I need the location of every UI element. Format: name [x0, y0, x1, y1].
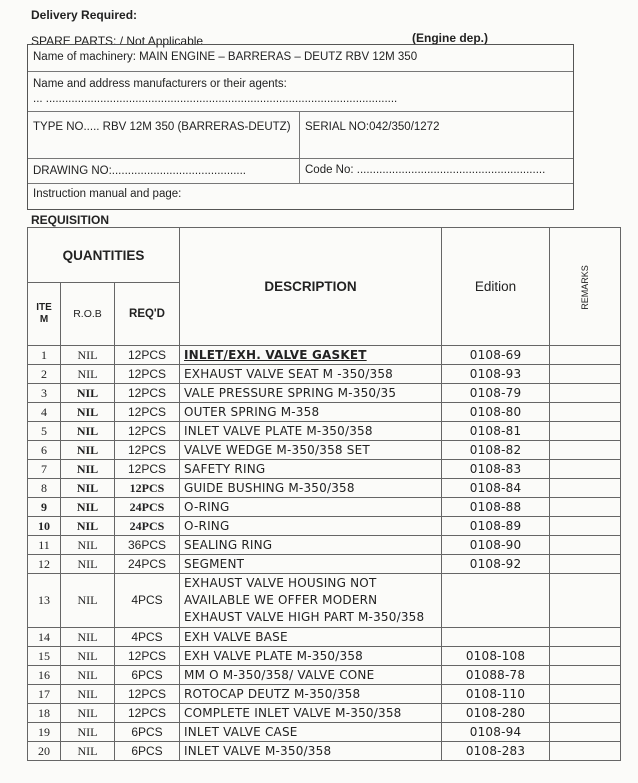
description-header: DESCRIPTION	[180, 228, 442, 346]
row-item: 2	[28, 365, 61, 384]
table-row	[28, 422, 621, 441]
row-item: 17	[28, 685, 61, 704]
row-rob: NIL	[61, 574, 115, 628]
table-header-row	[28, 228, 621, 283]
machinery-name: Name of machinery: MAIN ENGINE – BARRERAS – DEUTZ RBV 12M 350	[33, 51, 418, 63]
row-item: 15	[28, 647, 61, 666]
table-row	[28, 685, 621, 704]
table-row	[28, 384, 621, 403]
row-reqd: 6PCS	[115, 666, 180, 685]
row-edition: 0108-93	[442, 365, 550, 384]
row-remarks	[550, 422, 621, 441]
row-item: 1	[28, 346, 61, 365]
row-edition: 0108-83	[442, 460, 550, 479]
row-edition: 0108-110	[442, 685, 550, 704]
type-serial-row	[28, 112, 573, 159]
row-reqd: 12PCS	[115, 704, 180, 723]
row-reqd: 12PCS	[115, 685, 180, 704]
row-reqd: 12PCS	[115, 346, 180, 365]
row-description: VALE PRESSURE SPRING M-350/35	[180, 384, 442, 403]
row-reqd: 12PCS	[115, 441, 180, 460]
row-rob: NIL	[61, 365, 115, 384]
serial-no: SERIAL NO:042/350/1272	[305, 121, 440, 133]
row-item: 8	[28, 479, 61, 498]
row-description: COMPLETE INLET VALVE M-350/358	[180, 704, 442, 723]
table-row	[28, 460, 621, 479]
row-remarks	[550, 666, 621, 685]
row-rob: NIL	[61, 704, 115, 723]
row-description: EXHAUST VALVE HOUSING NOT AVAILABLE WE OFFER MODERN EXHAUST VALVE HIGH PART M-350/358	[180, 574, 442, 628]
row-reqd: 12PCS	[115, 479, 180, 498]
row-description: SAFETY RING	[180, 460, 442, 479]
row-rob: NIL	[61, 441, 115, 460]
machinery-info-box	[27, 44, 574, 210]
table-row	[28, 628, 621, 647]
row-reqd: 24PCS	[115, 555, 180, 574]
row-edition: 0108-88	[442, 498, 550, 517]
row-description: SEALING RING	[180, 536, 442, 555]
row-item: 16	[28, 666, 61, 685]
row-rob: NIL	[61, 460, 115, 479]
row-item: 20	[28, 742, 61, 761]
row-description: INLET VALVE PLATE M-350/358	[180, 422, 442, 441]
requisition-title: REQUISITION	[31, 213, 110, 227]
table-row	[28, 723, 621, 742]
table-row	[28, 441, 621, 460]
row-rob: NIL	[61, 685, 115, 704]
row-rob: NIL	[61, 742, 115, 761]
table-row	[28, 704, 621, 723]
row-remarks	[550, 536, 621, 555]
rob-header: R.O.B	[61, 283, 115, 346]
table-row	[28, 666, 621, 685]
row-remarks	[550, 365, 621, 384]
quantities-header: QUANTITIES	[28, 228, 180, 283]
row-reqd: 12PCS	[115, 460, 180, 479]
row-item: 13	[28, 574, 61, 628]
row-reqd: 24PCS	[115, 517, 180, 536]
drawing-no: DRAWING NO:..........................................	[28, 159, 300, 183]
row-item: 14	[28, 628, 61, 647]
table-row	[28, 498, 621, 517]
edition-header: Edition	[442, 228, 550, 346]
row-description: O-RING	[180, 498, 442, 517]
row-description: EXH VALVE BASE	[180, 628, 442, 647]
instruction-manual: Instruction manual and page:	[33, 188, 182, 200]
row-rob: NIL	[61, 479, 115, 498]
row-remarks	[550, 704, 621, 723]
row-item: 5	[28, 422, 61, 441]
row-remarks	[550, 498, 621, 517]
row-remarks	[550, 555, 621, 574]
table-row	[28, 647, 621, 666]
code-no: Code No: ...........................................................	[305, 164, 546, 176]
spare-parts-label: SPARE PARTS: / Not Applicable	[31, 34, 204, 48]
row-description: INLET VALVE M-350/358	[180, 742, 442, 761]
row-reqd: 24PCS	[115, 498, 180, 517]
row-edition: 0108-80	[442, 403, 550, 422]
row-remarks	[550, 441, 621, 460]
row-rob: NIL	[61, 723, 115, 742]
manufacturers-row	[28, 72, 573, 112]
row-description: OUTER SPRING M-358	[180, 403, 442, 422]
table-row	[28, 365, 621, 384]
row-remarks	[550, 403, 621, 422]
row-rob: NIL	[61, 628, 115, 647]
row-description: INLET/EXH. VALVE GASKET	[180, 346, 442, 365]
row-rob: NIL	[61, 536, 115, 555]
manufacturers-dots: ... ..............................................................................................................	[33, 93, 398, 105]
row-reqd: 12PCS	[115, 365, 180, 384]
row-description: GUIDE BUSHING M-350/358	[180, 479, 442, 498]
row-edition: 0108-92	[442, 555, 550, 574]
row-remarks	[550, 517, 621, 536]
row-rob: NIL	[61, 647, 115, 666]
row-item: 7	[28, 460, 61, 479]
table-row	[28, 479, 621, 498]
row-remarks	[550, 685, 621, 704]
engine-dep-label: (Engine dep.)	[412, 31, 488, 45]
row-remarks	[550, 384, 621, 403]
row-item: 4	[28, 403, 61, 422]
row-item: 12	[28, 555, 61, 574]
row-item: 11	[28, 536, 61, 555]
row-edition: 0108-81	[442, 422, 550, 441]
row-reqd: 12PCS	[115, 647, 180, 666]
row-rob: NIL	[61, 346, 115, 365]
row-rob: NIL	[61, 555, 115, 574]
row-description: VALVE WEDGE M-350/358 SET	[180, 441, 442, 460]
row-description: EXHAUST VALVE SEAT M -350/358	[180, 365, 442, 384]
row-remarks	[550, 647, 621, 666]
row-item: 19	[28, 723, 61, 742]
row-item: 18	[28, 704, 61, 723]
row-rob: NIL	[61, 403, 115, 422]
row-edition: 0108-94	[442, 723, 550, 742]
row-edition: 0108-79	[442, 384, 550, 403]
row-reqd: 4PCS	[115, 628, 180, 647]
row-edition: 0108-280	[442, 704, 550, 723]
row-item: 3	[28, 384, 61, 403]
row-edition: 0108-89	[442, 517, 550, 536]
row-item: 9	[28, 498, 61, 517]
table-row	[28, 346, 621, 365]
row-description: INLET VALVE CASE	[180, 723, 442, 742]
row-edition: 0108-69	[442, 346, 550, 365]
row-edition: 01088-78	[442, 666, 550, 685]
requisition-table	[27, 227, 621, 761]
row-rob: NIL	[61, 498, 115, 517]
row-edition	[442, 574, 550, 628]
row-reqd: 6PCS	[115, 742, 180, 761]
table-row	[28, 517, 621, 536]
row-description: MM O M-350/358/ VALVE CONE	[180, 666, 442, 685]
row-reqd: 36PCS	[115, 536, 180, 555]
row-remarks	[550, 574, 621, 628]
row-edition: 0108-90	[442, 536, 550, 555]
drawing-code-row	[28, 159, 573, 184]
row-reqd: 6PCS	[115, 723, 180, 742]
row-edition: 0108-82	[442, 441, 550, 460]
machinery-row	[28, 45, 573, 72]
row-remarks	[550, 346, 621, 365]
row-description: O-RING	[180, 517, 442, 536]
row-rob: NIL	[61, 422, 115, 441]
row-reqd: 12PCS	[115, 403, 180, 422]
row-item: 10	[28, 517, 61, 536]
reqd-header: REQ'D	[115, 283, 180, 346]
type-no: TYPE NO..... RBV 12M 350 (BARRERAS-DEUTZ)	[28, 112, 300, 158]
row-reqd: 12PCS	[115, 422, 180, 441]
requisition-rows	[28, 346, 621, 761]
row-description: SEGMENT	[180, 555, 442, 574]
row-rob: NIL	[61, 517, 115, 536]
row-rob: NIL	[61, 666, 115, 685]
row-remarks	[550, 723, 621, 742]
row-reqd: 4PCS	[115, 574, 180, 628]
delivery-required-label: Delivery Required:	[31, 8, 138, 22]
item-header: ITE M	[28, 283, 61, 346]
row-remarks	[550, 460, 621, 479]
table-row	[28, 742, 621, 761]
table-row	[28, 574, 621, 628]
remarks-header	[550, 228, 621, 346]
row-item: 6	[28, 441, 61, 460]
row-description: ROTOCAP DEUTZ M-350/358	[180, 685, 442, 704]
row-edition: 0108-108	[442, 647, 550, 666]
row-edition: 0108-84	[442, 479, 550, 498]
table-row	[28, 536, 621, 555]
manufacturers-label: Name and address manufacturers or their agents:	[33, 78, 287, 90]
table-row	[28, 403, 621, 422]
row-reqd: 12PCS	[115, 384, 180, 403]
row-edition	[442, 628, 550, 647]
row-description: EXH VALVE PLATE M-350/358	[180, 647, 442, 666]
row-rob: NIL	[61, 384, 115, 403]
row-remarks	[550, 479, 621, 498]
row-remarks	[550, 742, 621, 761]
table-row	[28, 555, 621, 574]
remarks-label: REMARKS	[579, 264, 590, 310]
row-edition: 0108-283	[442, 742, 550, 761]
row-remarks	[550, 628, 621, 647]
